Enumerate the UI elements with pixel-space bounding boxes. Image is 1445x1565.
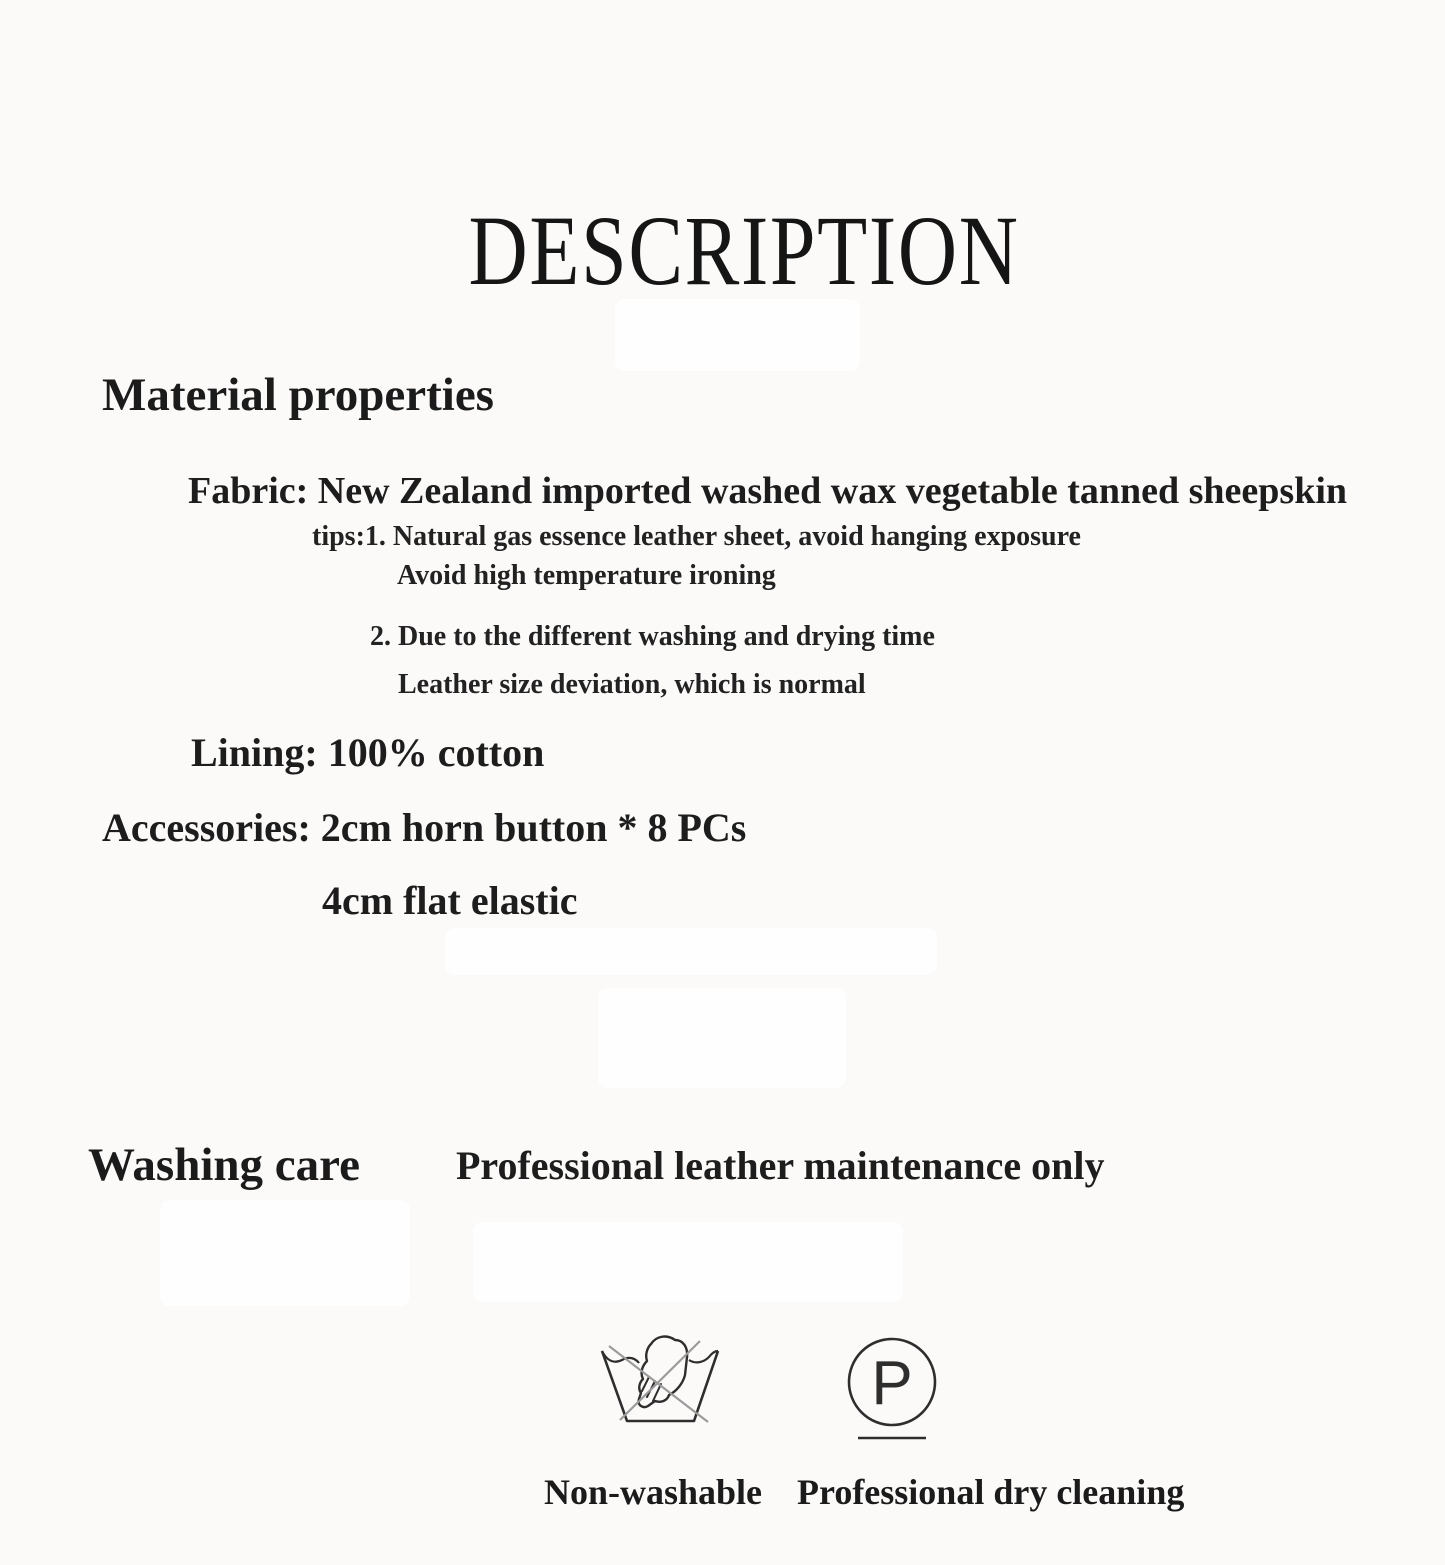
non-washable-icon (596, 1334, 724, 1428)
erased-watermark-patch (445, 928, 937, 975)
washing-care-note: Professional leather maintenance only (456, 1143, 1105, 1188)
fabric-tip-1: tips:1. Natural gas essence leather sheet, avoid hanging exposure (312, 521, 1081, 552)
material-properties-heading: Material properties (102, 369, 494, 421)
non-washable-label: Non-washable (544, 1472, 763, 1512)
dry-clean-letter: P (871, 1349, 913, 1418)
fabric-line: Fabric: New Zealand imported washed wax vegetable tanned sheepskin (188, 470, 1348, 512)
erased-watermark-patch (160, 1200, 410, 1306)
accessories-line: Accessories: 2cm horn button * 8 PCs (102, 805, 747, 850)
fabric-tip-2: 2. Due to the different washing and drying time (370, 621, 935, 652)
fabric-tip-2b: Leather size deviation, which is normal (398, 669, 866, 700)
accessories-line-2: 4cm flat elastic (322, 878, 578, 923)
erased-watermark-patch (598, 988, 846, 1088)
page-title (0, 195, 1445, 330)
professional-dry-cleaning-icon (846, 1336, 938, 1442)
erased-watermark-patch (473, 1222, 903, 1302)
washing-care-heading: Washing care (88, 1139, 361, 1191)
lining-line: Lining: 100% cotton (191, 730, 545, 775)
fabric-tip-1b: Avoid high temperature ironing (397, 560, 776, 591)
professional-dry-cleaning-label: Professional dry cleaning (797, 1472, 1185, 1512)
page-title-text: DESCRIPTION (468, 195, 1021, 306)
